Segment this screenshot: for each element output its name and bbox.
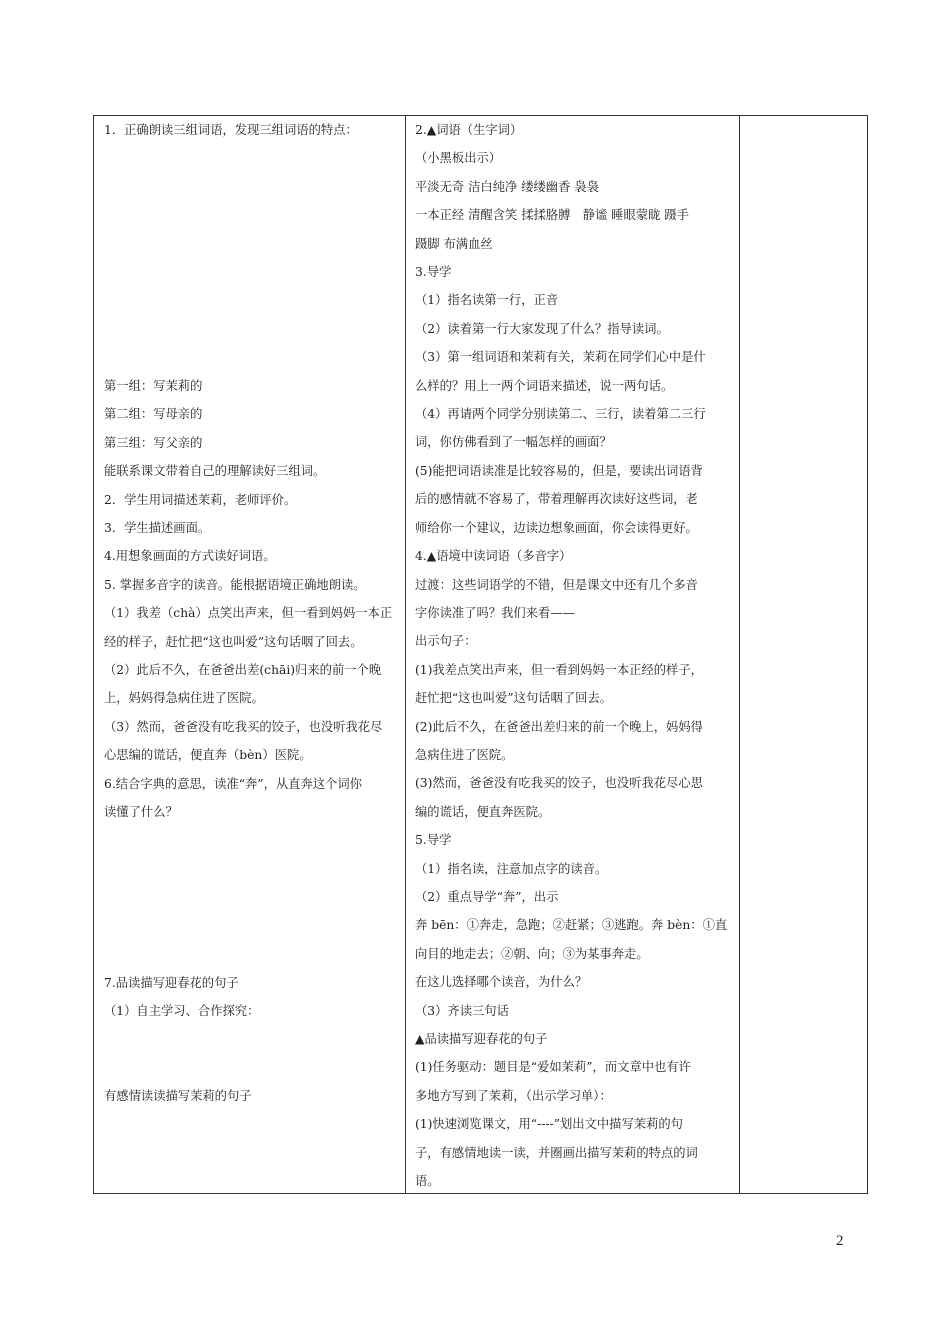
text-line: 有感情读读描写茉莉的句子	[104, 1089, 252, 1103]
text-line: （3）齐读三句话	[415, 1003, 509, 1018]
middle-block	[415, 116, 732, 1195]
text-line: 5. 掌握多音字的读音。能根据语境正确地朗读。	[104, 577, 366, 592]
left-block-3	[104, 969, 397, 1026]
text-line: 4.▲语境中读词语（多音字）	[415, 549, 572, 564]
notes-column	[740, 116, 867, 1193]
text-line: 第二组：写母亲的	[104, 407, 203, 422]
text-line: 心思编的谎话，便直奔（bèn）医院。	[104, 748, 312, 763]
text-line: （3）第一组词语和茉莉有关，茉莉在同学们心中是什	[415, 350, 706, 365]
text-line: （2）此后不久，在爸爸出差(chāi)归来的前一个晚	[104, 663, 382, 678]
left-block-1	[104, 116, 397, 144]
text-line: 词，你仿佛看到了一幅怎样的画面？	[415, 435, 612, 450]
text-line: 过渡：这些词语学的不错，但是课文中还有几个多音	[415, 577, 698, 592]
text-line: 能联系课文带着自己的理解读好三组词。	[104, 464, 326, 479]
text-line: 第三组：写父亲的	[104, 435, 203, 450]
text-line: 1．正确朗读三组词语，发现三组词语的特点：	[104, 123, 358, 137]
lesson-plan-table	[93, 115, 868, 1194]
text-line: 赶忙把“这也叫爱”这句话咽了回去。	[415, 691, 613, 706]
text-line: 读懂了什么？	[104, 805, 178, 820]
text-line: （1）自主学习、合作探究：	[104, 1004, 260, 1019]
text-line: （1）指名读第一行，正音	[415, 293, 559, 308]
text-line: （2）读着第一行大家发现了什么？指导读词。	[415, 321, 669, 336]
text-line: 7.品读描写迎春花的句子	[104, 976, 239, 990]
text-line: (5)能把词语读准是比较容易的，但是，要读出词语背	[415, 463, 703, 478]
page-number: 2	[836, 1233, 844, 1249]
text-line: 多地方写到了茉莉，（出示学习单）：	[415, 1088, 612, 1103]
text-line: 师给你一个建议，边读边想象画面，你会读得更好。	[415, 520, 698, 535]
left-block-4	[104, 1082, 397, 1110]
text-line: 后的感情就不容易了，带着理解再次读好这些词，老	[415, 492, 698, 507]
text-line: 3．学生描述画面。	[104, 521, 211, 536]
text-line: 一本正经 清醒含笑 揉揉胳膊 静谧 睡眼蒙眬 蹑手	[415, 208, 689, 223]
text-line: 5.导学	[415, 833, 452, 848]
text-line: 向目的地走去；②朝、向；③为某事奔走。	[415, 946, 649, 961]
text-line: 平淡无奇 洁白纯净 缕缕幽香 袅袅	[415, 179, 599, 194]
text-line: （3）然而，爸爸没有吃我买的饺子，也没听我花尽	[104, 719, 383, 734]
text-line: （1）我差（chà）点笑出声来，但一看到妈妈一本正	[104, 606, 393, 621]
text-line: (1)快速浏览课文，用“----”划出文中描写茉莉的句	[415, 1117, 683, 1132]
text-line: 在这儿选择哪个读音，为什么？	[415, 975, 588, 990]
text-line: 第一组：写茉莉的	[104, 379, 203, 393]
text-line: 么样的？用上一两个词语来描述，说一两句话。	[415, 378, 674, 393]
text-line: 6.结合字典的意思，读准“奔”，从直奔这个词你	[104, 776, 362, 791]
text-line: 急病住进了医院。	[415, 747, 514, 762]
text-line: （小黑板出示）	[415, 151, 502, 166]
text-line: 出示句子：	[415, 634, 477, 649]
text-line: （4）再请两个同学分别读第二、三行，读着第二三行	[415, 407, 706, 422]
text-line: 经的样子，赶忙把“这也叫爱”这句话咽了回去。	[104, 634, 363, 649]
text-line: ▲品读描写迎春花的句子	[415, 1032, 548, 1046]
text-line: 语。	[415, 1174, 440, 1189]
text-line: 3.导学	[415, 265, 452, 280]
text-line: (1)任务驱动：题目是“爱如茉莉”，而文章中也有许	[415, 1060, 691, 1075]
teacher-guidance-column	[406, 116, 740, 1193]
text-line: 蹑脚 布满血丝	[415, 236, 493, 251]
text-line: 字你读准了吗？我们来看——	[415, 605, 575, 620]
text-line: （1）指名读，注意加点字的读音。	[415, 861, 608, 876]
text-line: 4.用想象画面的方式读好词语。	[104, 549, 276, 564]
text-line: 子，有感情地读一读，并圈画出描写茉莉的特点的词	[415, 1145, 698, 1160]
text-line: 奔 bēn：①奔走，急跑；②赶紧；③逃跑。奔 bèn：①直	[415, 918, 728, 933]
text-line: 上，妈妈得急病住进了医院。	[104, 691, 264, 706]
student-activity-column	[94, 116, 406, 1193]
text-line: 2.▲词语（生字词）	[415, 123, 523, 137]
text-line: (2)此后不久，在爸爸出差归来的前一个晚上，妈妈得	[415, 719, 703, 734]
text-line: 编的谎话，便直奔医院。	[415, 804, 551, 819]
text-line: (1)我差点笑出声来，但一看到妈妈一本正经的样子，	[415, 662, 703, 677]
text-line: (3)然而，爸爸没有吃我买的饺子，也没听我花尽心思	[415, 776, 703, 791]
left-block-2	[104, 372, 397, 827]
text-line: （2）重点导学“奔”，出示	[415, 889, 559, 904]
text-line: 2．学生用词描述茉莉，老师评价。	[104, 492, 297, 507]
